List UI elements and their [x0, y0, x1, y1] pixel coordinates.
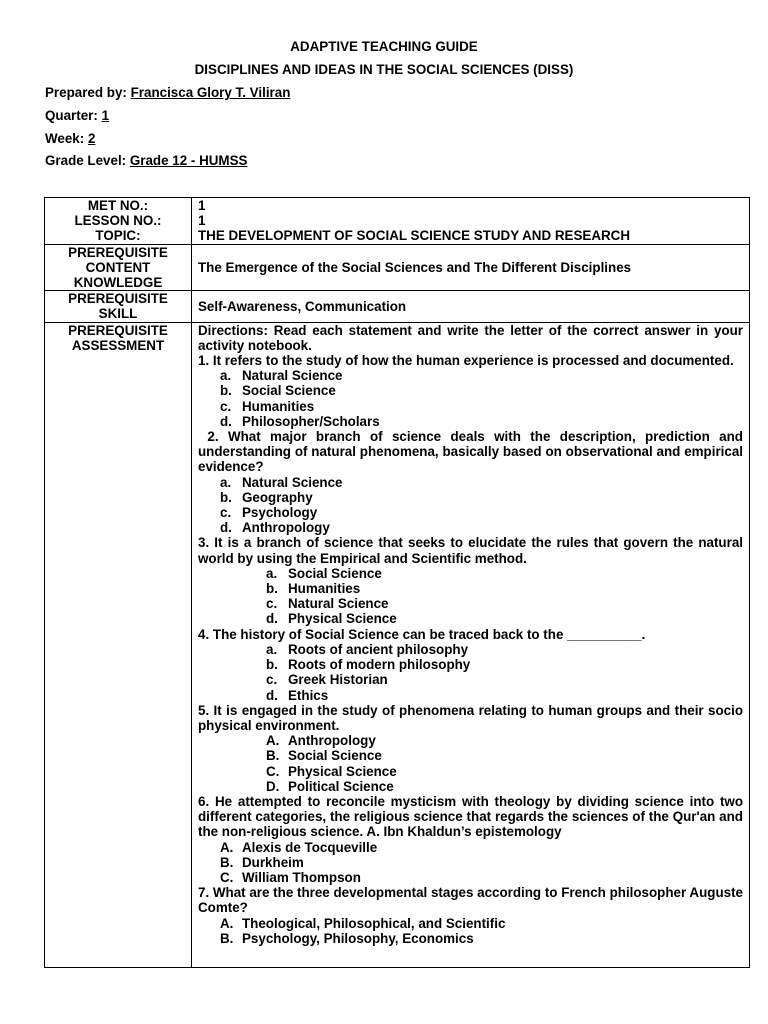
pck-label-line-1: PREREQUISITE: [68, 244, 168, 260]
met-lesson-topic-values: [192, 198, 750, 245]
option-text: Greek Historian: [288, 672, 388, 688]
option-text: Roots of modern philosophy: [288, 657, 471, 673]
question-3-option-a: [198, 566, 743, 581]
option-letter: b.: [266, 581, 278, 597]
topic-value: THE DEVELOPMENT OF SOCIAL SCIENCE STUDY AND RESEARCH: [198, 228, 631, 244]
option-letter: c.: [220, 398, 232, 414]
quarter-line: [45, 108, 109, 123]
question-1-option-c: [198, 399, 743, 414]
option-text: Psychology: [242, 505, 318, 521]
lesson-label: LESSON NO.:: [74, 213, 162, 229]
met-value: 1: [198, 198, 206, 213]
option-letter: b.: [220, 489, 232, 505]
grade-level-line: [45, 153, 247, 168]
option-letter: B.: [220, 854, 234, 870]
question-2-option-a: [198, 475, 743, 490]
option-text: Ethics: [288, 687, 329, 703]
met-label: MET NO.:: [87, 198, 149, 213]
option-text: Social Science: [242, 383, 336, 399]
pck-label-line-3: KNOWLEDGE: [73, 275, 163, 291]
quarter-value: 1: [101, 108, 110, 123]
week-line: [45, 131, 95, 146]
option-text: Natural Science: [288, 596, 389, 612]
prerequisite-skill-label: [45, 291, 192, 322]
option-letter: B.: [266, 748, 280, 764]
question-7-option-a: [198, 916, 743, 931]
question-5-option-b: [198, 748, 743, 763]
question-7-option-b: [198, 931, 743, 946]
prerequisite-skill-value: Self-Awareness, Communication: [192, 291, 750, 322]
option-text: Theological, Philosophical, and Scientific: [242, 915, 506, 931]
question-2: 2. What major branch of science deals with the description, prediction and understanding of natural phenomena, basically based on observational and empirical evidence?: [198, 429, 747, 475]
option-text: Anthropology: [242, 520, 330, 536]
option-letter: C.: [266, 763, 280, 779]
option-text: Natural Science: [242, 474, 343, 490]
question-5-option-c: [198, 764, 743, 779]
ps-label-line-1: PREREQUISITE: [68, 291, 168, 307]
option-letter: d.: [220, 413, 232, 429]
option-text: Philosopher/Scholars: [242, 413, 380, 429]
question-7: 7. What are the three developmental stages according to French philosopher Auguste Comte?: [198, 885, 743, 916]
met-lesson-topic-labels: [45, 198, 192, 245]
question-3-option-c: [198, 596, 743, 611]
question-1: 1. It refers to the study of how the human experience is processed and documented.: [198, 353, 734, 369]
option-letter: b.: [220, 383, 232, 399]
table-row-prerequisite-assessment: [45, 322, 750, 967]
question-3-option-b: [198, 581, 743, 596]
question-6: 6. He attempted to reconcile mysticism with theology by dividing science into two different categories, the religious science that regards the sciences of the Qur'an and the non-religious science. A. Ibn Khaldun’s epistemology: [198, 793, 743, 840]
option-letter: a.: [266, 565, 278, 581]
option-letter: a.: [220, 474, 232, 490]
option-letter: d.: [266, 687, 278, 703]
question-3-option-d: [198, 611, 743, 626]
question-6-option-a: [198, 840, 743, 855]
option-text: Natural Science: [242, 368, 343, 384]
pa-label-line-2: ASSESSMENT: [71, 337, 165, 353]
question-4-option-d: [198, 688, 743, 703]
topic-label: TOPIC:: [95, 228, 141, 244]
pa-label-line-1: PREREQUISITE: [68, 322, 168, 338]
option-text: Physical Science: [288, 611, 397, 627]
question-1-option-d: [198, 414, 743, 429]
lesson-value: 1: [198, 213, 206, 229]
week-value: 2: [87, 131, 96, 146]
option-letter: d.: [266, 611, 278, 627]
option-text: Roots of ancient philosophy: [288, 641, 469, 657]
option-letter: c.: [266, 596, 278, 612]
question-2-option-b: [198, 490, 743, 505]
question-6-option-c: [198, 870, 743, 885]
option-text: Humanities: [242, 398, 315, 414]
option-letter: A.: [220, 915, 234, 931]
question-1-option-b: [198, 383, 743, 398]
option-text: Social Science: [288, 748, 382, 764]
question-5-option-a: [198, 733, 743, 748]
prerequisite-assessment-label: [45, 322, 192, 967]
prerequisite-content-value: The Emergence of the Social Sciences and The Different Disciplines: [192, 244, 750, 291]
quarter-label: Quarter:: [45, 108, 98, 123]
option-text: Psychology, Philosophy, Economics: [242, 930, 474, 946]
prepared-by-value: Francisca Glory T. Viliran: [130, 85, 291, 100]
question-4: 4. The history of Social Science can be traced back to the __________.: [198, 626, 646, 642]
option-text: Durkheim: [242, 854, 304, 870]
question-6-option-b: [198, 855, 743, 870]
option-letter: b.: [266, 657, 278, 673]
document-title: ADAPTIVE TEACHING GUIDE: [290, 39, 478, 54]
option-text: Geography: [242, 489, 313, 505]
option-letter: c.: [266, 672, 278, 688]
question-1-option-a: [198, 368, 743, 383]
option-text: Anthropology: [288, 733, 376, 749]
question-5: 5. It is engaged in the study of phenomena relating to human groups and their socio physical environment.: [198, 702, 743, 733]
option-letter: A.: [266, 733, 280, 749]
prerequisite-content-label: [45, 244, 192, 291]
option-letter: D.: [266, 778, 280, 794]
document-subtitle: DISCIPLINES AND IDEAS IN THE SOCIAL SCIENCES (DISS): [194, 62, 574, 77]
question-2-option-d: [198, 520, 743, 535]
option-text: Social Science: [288, 565, 382, 581]
table-row-prerequisite-skill: [45, 291, 750, 322]
question-2-option-c: [198, 505, 743, 520]
option-letter: a.: [220, 368, 232, 384]
ps-label-line-2: SKILL: [98, 306, 138, 322]
question-4-option-b: [198, 657, 743, 672]
question-5-option-d: [198, 779, 743, 794]
option-text: Physical Science: [288, 763, 397, 779]
option-text: Humanities: [288, 581, 361, 597]
option-letter: A.: [220, 839, 234, 855]
week-label: Week:: [45, 131, 85, 146]
option-text: Political Science: [288, 778, 394, 794]
question-4-option-a: [198, 642, 743, 657]
prepared-by-line: [45, 85, 290, 100]
option-text: William Thompson: [242, 869, 361, 885]
question-4-option-c: [198, 672, 743, 687]
pck-label-line-2: CONTENT: [85, 259, 151, 275]
option-letter: d.: [220, 520, 232, 536]
prerequisite-assessment-content: [192, 322, 750, 967]
grade-level-label: Grade Level:: [45, 153, 127, 168]
guide-table: [44, 197, 750, 968]
option-letter: C.: [220, 869, 234, 885]
assessment-directions: Directions: Read each statement and write the letter of the correct answer in your activity notebook.: [198, 322, 743, 353]
table-row-met: [45, 198, 750, 245]
option-letter: B.: [220, 930, 234, 946]
option-letter: a.: [266, 641, 278, 657]
option-letter: c.: [220, 505, 232, 521]
grade-level-value: Grade 12 - HUMSS: [129, 153, 248, 168]
option-text: Alexis de Tocqueville: [242, 839, 378, 855]
table-row-prerequisite-content: [45, 244, 750, 291]
prepared-by-label: Prepared by:: [45, 85, 127, 100]
question-3: 3. It is a branch of science that seeks to elucidate the rules that govern the natural world by using the Empirical and Scientific method.: [198, 535, 743, 566]
